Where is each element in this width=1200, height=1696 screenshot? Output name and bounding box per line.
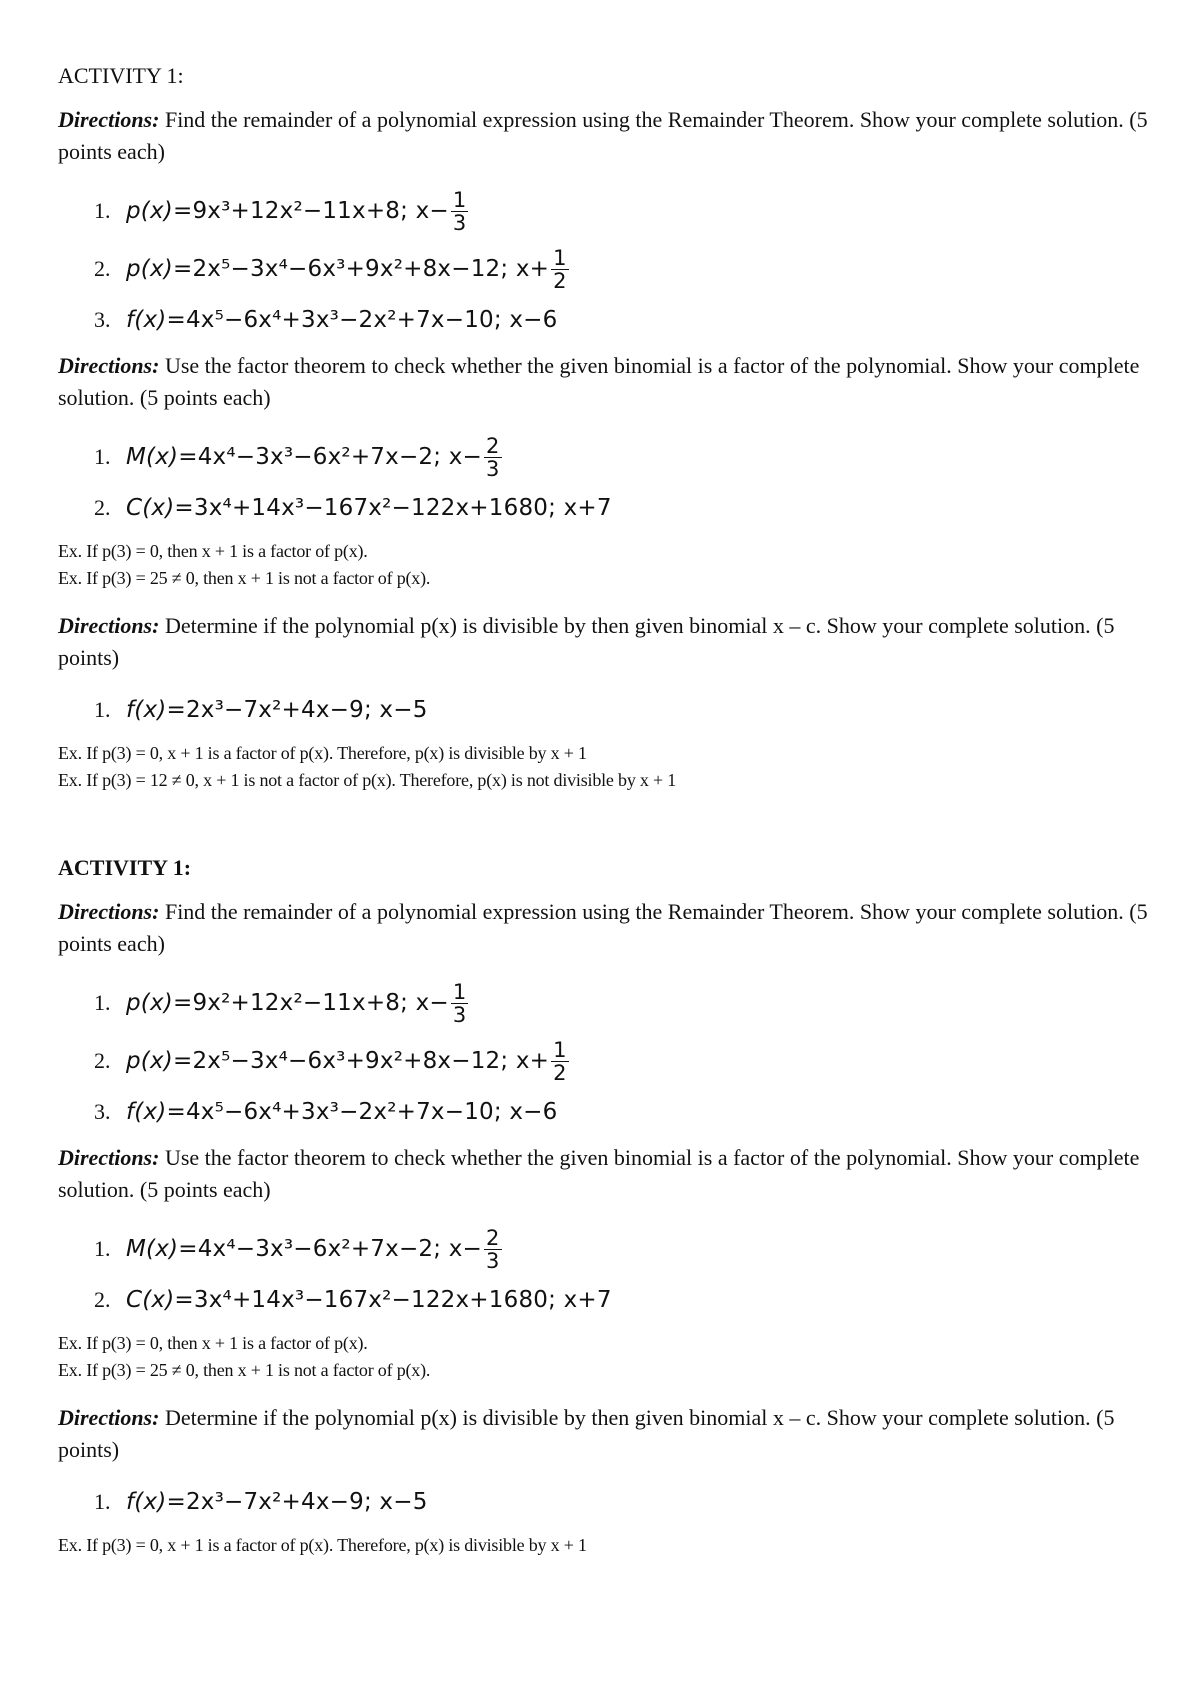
expression	[126, 1227, 502, 1272]
problem-item	[58, 182, 1158, 240]
example-line: Ex. If p(3) = 25 ≠ 0, then x + 1 is not a factor of p(x).	[58, 1360, 431, 1380]
denominator: 3	[486, 1248, 500, 1273]
examples-block	[58, 1330, 1158, 1384]
item-number: 1.	[94, 1236, 111, 1261]
fraction	[451, 189, 469, 234]
example-line: Ex. If p(3) = 12 ≠ 0, x + 1 is not a factor of p(x). Therefore, p(x) is not divisible by x + 1	[58, 770, 677, 790]
problem-item	[58, 974, 1158, 1032]
directions-remainder	[58, 104, 1158, 168]
expression	[126, 981, 468, 1026]
directions-factor	[58, 350, 1158, 414]
polynomial: 9x³+12x²−11x+8; x−	[192, 197, 449, 224]
directions-text: Determine if the polynomial p(x) is divisible by then given binomial x – c. Show your complete solution. (5 points)	[58, 613, 1115, 670]
directions-remainder	[58, 896, 1158, 960]
item-number: 2.	[94, 495, 111, 520]
item-number: 3.	[94, 307, 111, 332]
directions-label: Directions:	[58, 1145, 160, 1170]
item-number: 2.	[94, 1048, 111, 1073]
polynomial: 3x⁴+14x³−167x²−122x+1680; x+7	[193, 495, 612, 521]
section-spacer	[58, 812, 1158, 852]
expression	[126, 189, 468, 234]
denominator: 3	[486, 456, 500, 481]
directions-factor	[58, 1142, 1158, 1206]
function-name: C(x)=	[126, 1287, 194, 1313]
item-number: 2.	[94, 256, 111, 281]
function-name: M(x)=	[126, 443, 198, 470]
function-name: f(x)=	[126, 1099, 186, 1125]
fraction	[551, 1039, 569, 1084]
denominator: 3	[452, 210, 467, 235]
polynomial: 4x⁴−3x³−6x²+7x−2; x−	[197, 443, 482, 470]
factor-problem-list	[58, 1220, 1158, 1322]
polynomial: 3x⁴+14x³−167x²−122x+1680; x+7	[193, 1287, 612, 1313]
problem-item	[58, 1480, 1158, 1524]
problem-item	[58, 298, 1158, 342]
numerator: 2	[486, 433, 500, 458]
polynomial: 4x⁵−6x⁴+3x³−2x²+7x−10; x−6	[185, 307, 558, 333]
fraction	[551, 247, 569, 292]
function-name: p(x)=	[126, 989, 193, 1016]
directions-text: Use the factor theorem to check whether the given binomial is a factor of the polynomial. Show your complete solution. (5 points each)	[58, 1145, 1140, 1202]
document-page	[58, 60, 1158, 1577]
polynomial: 2x³−7x²+4x−9; x−5	[185, 1489, 428, 1515]
remainder-problem-list	[58, 182, 1158, 342]
directions-text: Find the remainder of a polynomial expression using the Remainder Theorem. Show your complete solution. (5 points each)	[58, 899, 1148, 956]
activity-title: ACTIVITY 1:	[58, 63, 184, 88]
function-name: p(x)=	[126, 1047, 193, 1074]
denominator: 2	[553, 1060, 567, 1085]
function-name: f(x)=	[126, 307, 186, 333]
expression	[126, 694, 428, 726]
function-name: M(x)=	[126, 1235, 198, 1262]
divisible-problem-list	[58, 1480, 1158, 1524]
directions-label: Directions:	[58, 613, 160, 638]
directions-label: Directions:	[58, 353, 160, 378]
example-line: Ex. If p(3) = 0, x + 1 is a factor of p(x). Therefore, p(x) is divisible by x + 1	[58, 743, 587, 763]
example-line: Ex. If p(3) = 0, then x + 1 is a factor of p(x).	[58, 1333, 368, 1353]
numerator: 1	[452, 979, 467, 1004]
item-number: 1.	[94, 1489, 111, 1514]
problem-item	[58, 1032, 1158, 1090]
polynomial: 4x⁵−6x⁴+3x³−2x²+7x−10; x−6	[185, 1099, 558, 1125]
denominator: 2	[553, 268, 567, 293]
expression	[126, 492, 612, 524]
function-name: p(x)=	[126, 197, 193, 224]
directions-text: Determine if the polynomial p(x) is divisible by then given binomial x – c. Show your complete solution. (5 points)	[58, 1405, 1115, 1462]
polynomial: 2x³−7x²+4x−9; x−5	[185, 697, 428, 723]
fraction	[484, 435, 502, 480]
fraction	[451, 981, 469, 1026]
function-name: f(x)=	[126, 1489, 186, 1515]
expression	[126, 1096, 557, 1128]
item-number: 1.	[94, 198, 111, 223]
polynomial: 9x²+12x²−11x+8; x−	[192, 989, 449, 1016]
numerator: 1	[553, 1037, 567, 1062]
problem-item	[58, 1278, 1158, 1322]
problem-item	[58, 486, 1158, 530]
function-name: f(x)=	[126, 697, 186, 723]
item-number: 1.	[94, 444, 111, 469]
fraction	[484, 1227, 502, 1272]
remainder-problem-list	[58, 974, 1158, 1134]
examples-block	[58, 538, 1158, 592]
problem-item	[58, 1220, 1158, 1278]
denominator: 3	[452, 1002, 467, 1027]
expression	[126, 1039, 569, 1084]
expression	[126, 1486, 428, 1518]
function-name: C(x)=	[126, 495, 194, 521]
problem-item	[58, 428, 1158, 486]
polynomial: 4x⁴−3x³−6x²+7x−2; x−	[197, 1235, 482, 1262]
divisible-problem-list	[58, 688, 1158, 732]
directions-label: Directions:	[58, 107, 160, 132]
activity-title: ACTIVITY 1:	[58, 855, 192, 880]
examples-block	[58, 740, 1158, 794]
directions-label: Directions:	[58, 899, 160, 924]
directions-text: Use the factor theorem to check whether the given binomial is a factor of the polynomial. Show your complete solution. (5 points each)	[58, 353, 1140, 410]
item-number: 3.	[94, 1099, 111, 1124]
item-number: 1.	[94, 990, 111, 1015]
problem-item	[58, 240, 1158, 298]
function-name: p(x)=	[126, 255, 193, 282]
examples-block	[58, 1532, 1158, 1559]
expression	[126, 1284, 612, 1316]
directions-divisible	[58, 1402, 1158, 1466]
polynomial: 2x⁵−3x⁴−6x³+9x²+8x−12; x+	[192, 1047, 550, 1074]
expression	[126, 435, 502, 480]
numerator: 1	[553, 245, 567, 270]
directions-label: Directions:	[58, 1405, 160, 1430]
problem-item	[58, 688, 1158, 732]
item-number: 2.	[94, 1287, 111, 1312]
directions-text: Find the remainder of a polynomial expression using the Remainder Theorem. Show your complete solution. (5 points each)	[58, 107, 1148, 164]
polynomial: 2x⁵−3x⁴−6x³+9x²+8x−12; x+	[192, 255, 550, 282]
directions-divisible	[58, 610, 1158, 674]
example-line: Ex. If p(3) = 25 ≠ 0, then x + 1 is not a factor of p(x).	[58, 568, 431, 588]
example-line: Ex. If p(3) = 0, x + 1 is a factor of p(x). Therefore, p(x) is divisible by x + 1	[58, 1535, 587, 1555]
factor-problem-list	[58, 428, 1158, 530]
expression	[126, 247, 569, 292]
problem-item	[58, 1090, 1158, 1134]
expression	[126, 304, 557, 336]
example-line: Ex. If p(3) = 0, then x + 1 is a factor of p(x).	[58, 541, 368, 561]
item-number: 1.	[94, 697, 111, 722]
numerator: 1	[452, 187, 467, 212]
numerator: 2	[486, 1225, 500, 1250]
